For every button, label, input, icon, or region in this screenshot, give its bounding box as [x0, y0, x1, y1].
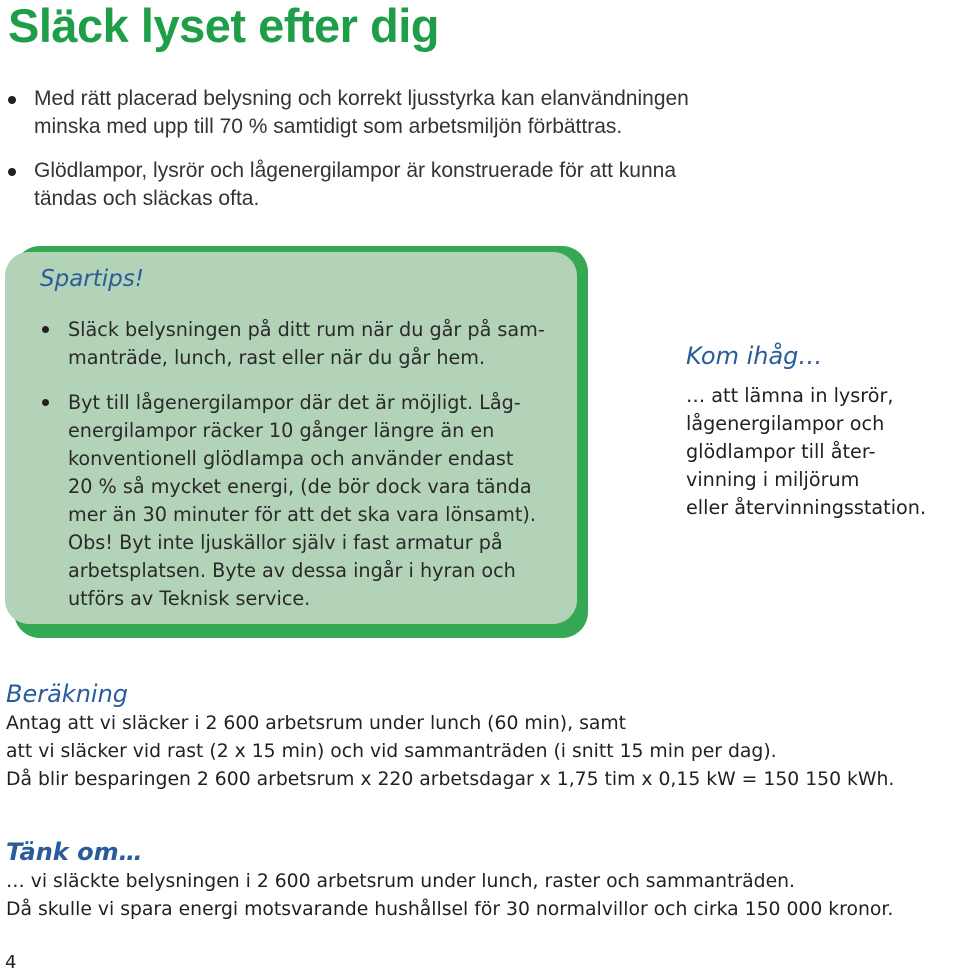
remember-line: lågenergilampor och: [686, 412, 885, 435]
intro-bullet-line: minska med upp till 70 % samtidigt som arbetsmiljön förbättras.: [34, 115, 623, 138]
calculation-line: Antag att vi släcker i 2 600 arbetsrum under lunch (60 min), samt: [6, 713, 627, 734]
page-number: 4: [5, 952, 17, 973]
remember-line: glödlampor till åter-: [686, 440, 876, 463]
tip-line: Släck belysningen på ditt rum när du går på sam-: [68, 318, 545, 341]
think-heading: Tänk om…: [6, 838, 143, 866]
bullet-icon: [42, 326, 49, 333]
tip-item: [42, 389, 557, 613]
tip-list: [42, 316, 557, 630]
tip-line: 20 % så mycket energi, (de bör dock vara tända: [68, 475, 532, 498]
intro-bullet-line: tändas och släckas ofta.: [34, 187, 260, 210]
remember-line: … att lämna in lysrör,: [686, 384, 894, 407]
calculation-line: Då blir besparingen 2 600 arbetsrum x 220 arbetsdagar x 1,75 tim x 0,15 kW = 150 150 kWh.: [6, 769, 895, 790]
intro-bullet-line: Glödlampor, lysrör och lågenergilampor är konstruerade för att kunna: [34, 159, 676, 182]
tip-heading: Spartips!: [40, 266, 144, 292]
remember-line: eller återvinningsstation.: [686, 496, 927, 519]
think-line: Då skulle vi spara energi motsvarande hushållsel för 30 normalvillor och cirka 150 000 kronor.: [6, 899, 894, 920]
tip-line: mer än 30 minuter för att det ska vara lönsamt).: [68, 503, 536, 526]
intro-list: [8, 85, 768, 229]
tip-line: utförs av Teknisk service.: [68, 587, 311, 610]
remember-text: [686, 382, 956, 522]
think-section: [6, 836, 958, 924]
intro-bullet: [8, 157, 768, 213]
tip-line: manträde, lunch, rast eller när du går hem.: [68, 346, 486, 369]
think-line: … vi släckte belysningen i 2 600 arbetsrum under lunch, raster och sammanträden.: [6, 871, 796, 892]
remember-sidebar: [686, 342, 956, 522]
remember-heading: Kom ihåg…: [686, 342, 823, 370]
tip-line: energilampor räcker 10 gånger längre än en: [68, 419, 495, 442]
tip-line: arbetsplatsen. Byte av dessa ingår i hyran och: [68, 559, 516, 582]
page-title: Släck lyset efter dig: [8, 0, 439, 52]
intro-bullet-line: Med rätt placerad belysning och korrekt ljusstyrka kan elanvändningen: [34, 87, 689, 110]
bullet-icon: [8, 96, 16, 104]
tip-line: Obs! Byt inte ljuskällor själv i fast armatur på: [68, 531, 503, 554]
tip-item: [42, 316, 557, 372]
calculation-heading: Beräkning: [6, 680, 129, 708]
remember-line: vinning i miljörum: [686, 468, 860, 491]
calculation-section: [6, 678, 958, 794]
intro-bullet: [8, 85, 768, 141]
tip-line: Byt till lågenergilampor där det är möjligt. Låg-: [68, 391, 521, 414]
calculation-line: att vi släcker vid rast (2 x 15 min) och vid sammanträden (i snitt 15 min per dag).: [6, 741, 777, 762]
tip-line: konventionell glödlampa och använder endast: [68, 447, 514, 470]
bullet-icon: [8, 168, 16, 176]
bullet-icon: [42, 399, 49, 406]
